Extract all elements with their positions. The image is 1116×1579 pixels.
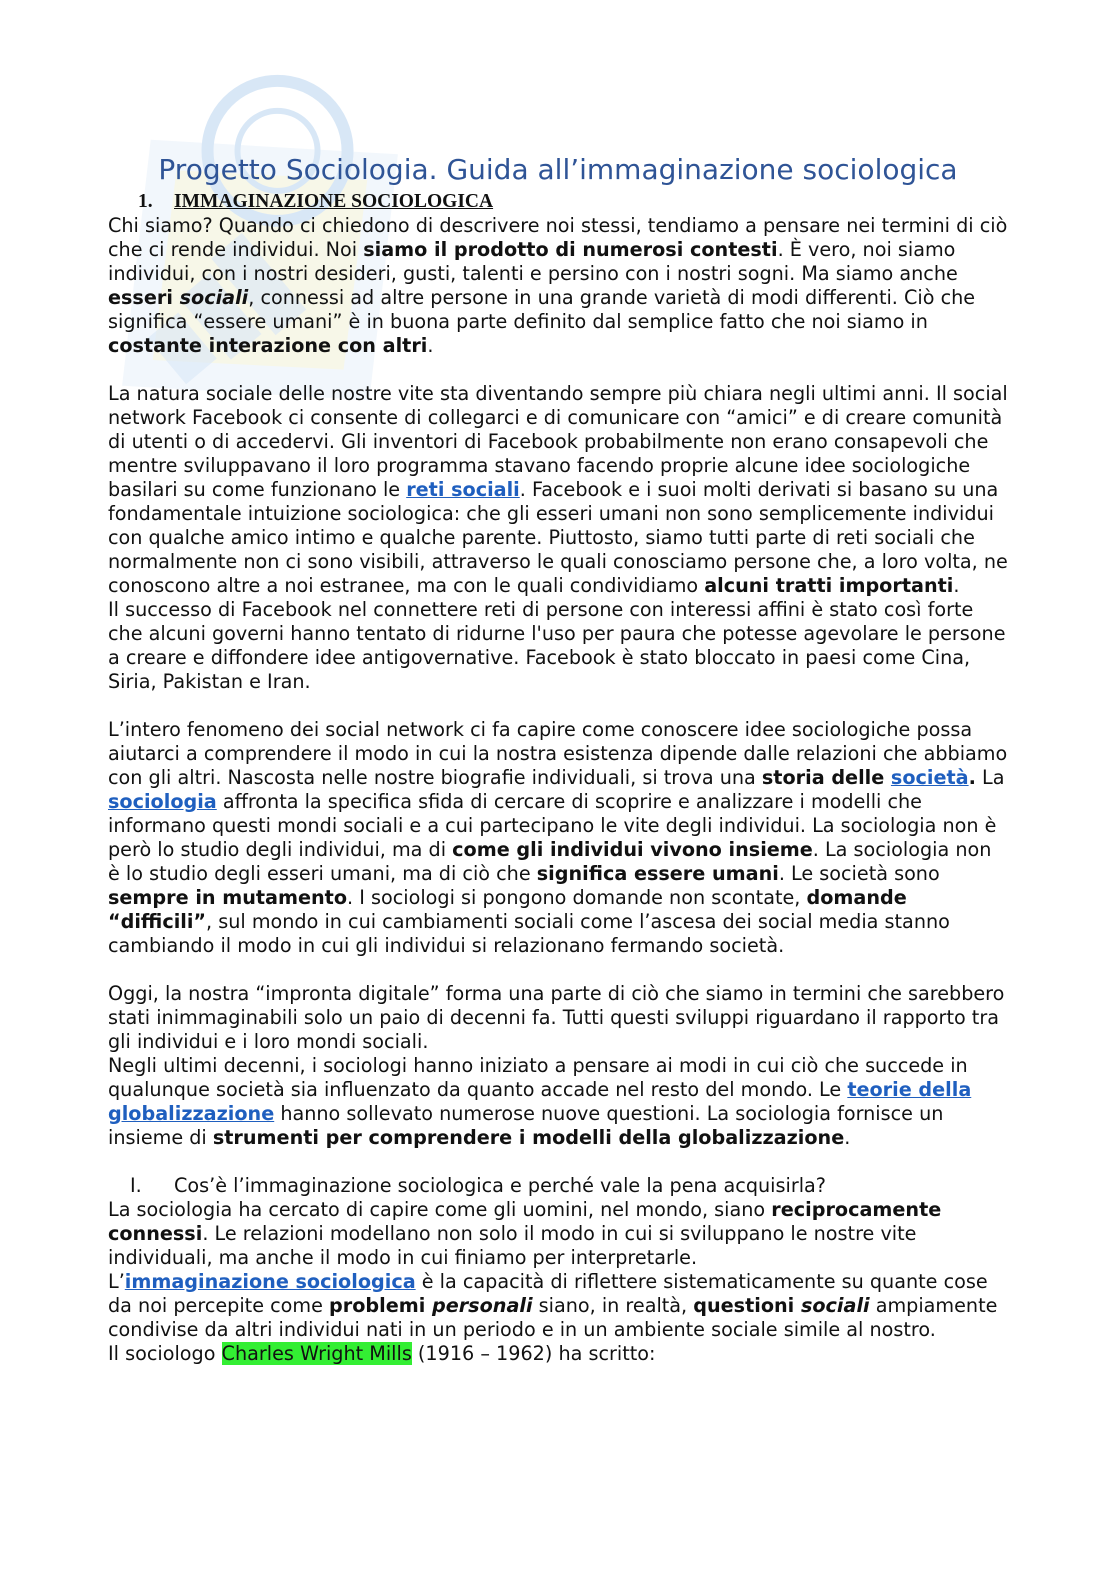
link-societa[interactable]: società xyxy=(890,766,969,789)
link-teorie-globalizzazione[interactable]: teorie della globalizzazione xyxy=(108,1078,972,1125)
section-heading-2 xyxy=(130,1174,1008,1198)
link-immaginazione-sociologica[interactable]: immaginazione sociologica xyxy=(124,1270,416,1293)
paragraph-4: L’intero fenomeno dei social network ci fa capire come conoscere idee sociologiche possa aiutarci a comprendere il modo in cui la nostra esistenza dipende dalle relazioni che abbiamo con gli altri. Nascosta nelle nostre biografie individuali, si trova una storia delle società. La sociologia affronta la specifica sfida di cercare di scoprire e analizzare i modelli che informano questi mondi sociali e a cui partecipano le vite degli individui. La sociologia non è però lo studio degli individui, ma di come gli individui vivono insieme. La sociologia non è lo studio degli esseri umani, ma di ciò che significa essere umani. Le società sono sempre in mutamento. I sociologi si pongono domande non scontate, domande “difficili”, sul mondo in cui cambiamenti sociali come l’ascesa dei social media stanno cambiando il modo in cui gli individui si relazionano fermando società. xyxy=(108,718,1008,957)
link-sociologia[interactable]: sociologia xyxy=(108,790,217,813)
link-reti-sociali[interactable]: reti sociali xyxy=(406,478,520,501)
section-heading-text: Cos’è l’immaginazione sociologica e perché vale la pena acquisirla? xyxy=(174,1174,826,1197)
section-number: 1. xyxy=(138,191,153,212)
section-heading-text: IMMAGINAZIONE SOCIOLOGICA xyxy=(174,191,494,212)
paragraph-2: La natura sociale delle nostre vite sta diventando sempre più chiara negli ultimi anni. Il social network Facebook ci consente di collegarci e di comunicare con “amici” e di creare comunità di utenti o di accedervi. Gli inventori di Facebook probabilmente non erano consapevoli che mentre sviluppavano il loro programma stavano facendo proprie alcune idee sociologiche basilari su come funzionano le reti sociali. Facebook e i suoi molti derivati si basano su una fondamentale intuizione sociologica: che gli esseri umani non sono semplicemente individui con qualche amico intimo e qualche parente. Piuttosto, siamo tutti parte di reti sociali che normalmente non ci sono visibili, attraverso le quali conosciamo persone che, a loro volta, ne conoscono altre a noi estranee, ma con le quali condividiamo alcuni tratti importanti. xyxy=(108,382,1008,597)
paragraph-3: Il successo di Facebook nel connettere reti di persone con interessi affini è stato così forte che alcuni governi hanno tentato di ridurne l'uso per paura che potesse agevolare le persone a creare e diffondere idee antigovernative. Facebook è stato bloccato in paesi come Cina, Siria, Pakistan e Iran. xyxy=(108,598,1006,693)
paragraph-7: La sociologia ha cercato di capire come gli uomini, nel mondo, siano reciprocamente connessi. Le relazioni modellano non solo il modo in cui si sviluppano le nostre vite individuali, ma anche il modo in cui finiamo per interpretarle. xyxy=(108,1198,942,1269)
paragraph-1: Chi siamo? Quando ci chiedono di descrivere noi stessi, tendiamo a pensare nei termini di ciò che ci rende individui. Noi siamo il prodotto di numerosi contesti. È vero, noi siamo individui, con i nostri desideri, gusti, talenti e persino con i nostri sogni. Ma siamo anche esseri sociali, connessi ad altre persone in una grande varietà di modi differenti. Ciò che significa “essere umani” è in buona parte definito dal semplice fatto che noi siamo in costante interazione con altri. xyxy=(108,214,1008,357)
paragraph-5: Oggi, la nostra “impronta digitale” forma una parte di ciò che siamo in termini che sarebbero stati inimmaginabili solo un paio di decenni fa. Tutti questi sviluppi riguardano il rapporto tra gli individui e i loro mondi sociali. xyxy=(108,982,1005,1053)
section-heading-1 xyxy=(138,190,1008,214)
paragraph-8: L’immaginazione sociologica è la capacità di riflettere sistematicamente su quante cose da noi percepite come problemi personali siano, in realtà, questioni sociali ampiamente condivise da altri individui nati in un periodo e in un ambiente sociale simile al nostro. xyxy=(108,1270,998,1341)
highlighted-name: Charles Wright Mills xyxy=(221,1342,412,1365)
paragraph-9: Il sociologo Charles Wright Mills (1916 – 1962) ha scritto: xyxy=(108,1342,656,1365)
page-title: Progetto Sociologia. Guida all’immaginazione sociologica xyxy=(158,153,958,186)
document-page xyxy=(108,150,1008,1366)
section-number: I. xyxy=(130,1174,142,1197)
paragraph-6: Negli ultimi decenni, i sociologi hanno iniziato a pensare ai modi in cui ciò che succede in qualunque società sia influenzato da quanto accade nel resto del mondo. Le teorie della globalizzazione hanno sollevato numerose nuove questioni. La sociologia fornisce un insieme di strumenti per comprendere i modelli della globalizzazione. xyxy=(108,1054,972,1149)
